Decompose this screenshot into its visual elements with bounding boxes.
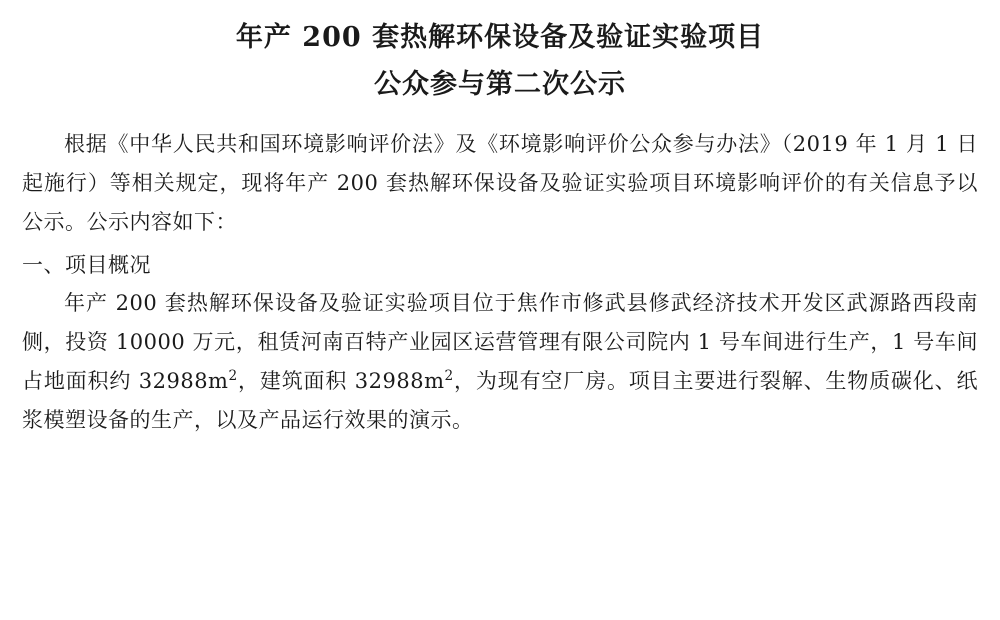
area-exponent-2: 2 [444,368,454,385]
section-heading-project-overview: 一、项目概况 [22,252,151,277]
intro-paragraph: 根据《中华人民共和国环境影响评价法》及《环境影响评价公众参与办法》（2019 年 1 月 1 日起施行）等相关规定，现将年产 200 套热解环保设备及验证实验项目环境影响评价的有关信息予以公示。公示内容如下： [22,132,978,234]
page-title [22,18,978,105]
project-overview-text-a: 年产 200 套热解环保设备及验证实验项目位于焦作市修武县修武经济技术开发区武源路西段南侧，投资 10000 万元，租赁河南百特产业园区运营管理有限公司院内 1 号车间进行生产，1 号车间占地面积约 32988m [22,291,978,394]
title-line-1: 年产 200 套热解环保设备及验证实验项目 [235,22,765,53]
project-overview-text-b: ，建筑面积 32988m [237,369,445,394]
project-overview-text-c: ，为现有空厂房。项目主要进行裂解、生物质碳化、纸浆模塑设备的生产，以及产品运行效果的演示。 [22,369,978,432]
area-exponent-1: 2 [228,368,238,385]
project-overview-paragraph [22,284,978,439]
title-line-2: 公众参与第二次公示 [374,68,626,100]
document-body [22,125,978,440]
